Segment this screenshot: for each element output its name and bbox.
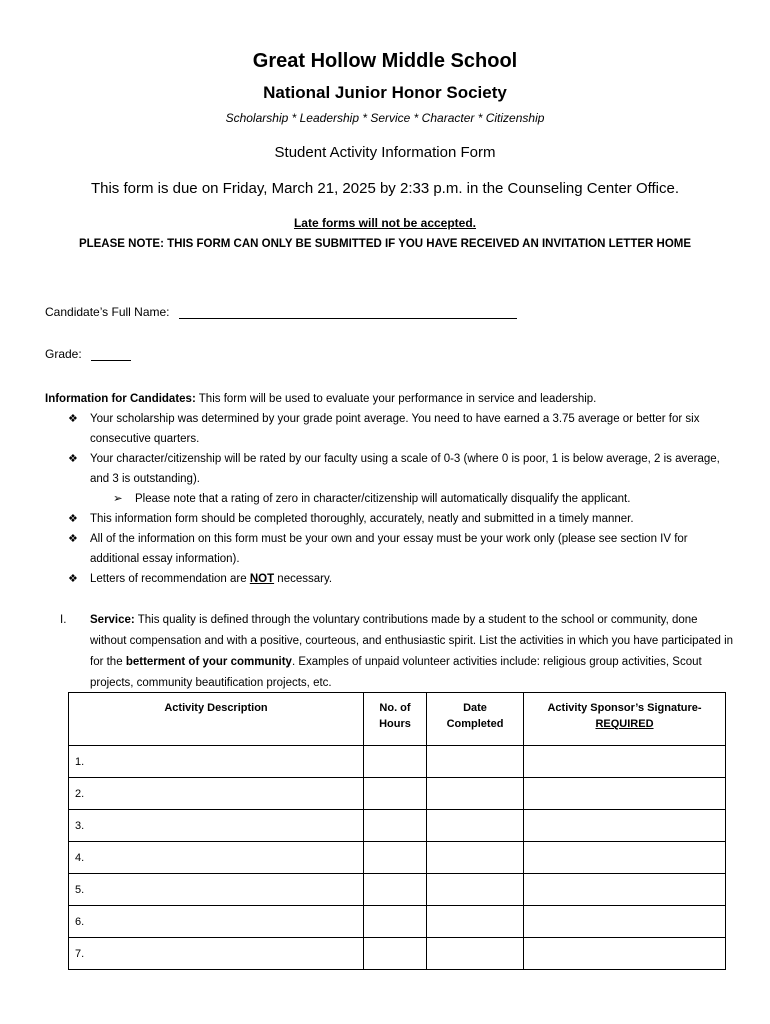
list-item: [45, 569, 735, 589]
signature-cell[interactable]: [524, 842, 726, 874]
bullet-text: Letters of recommendation are: [90, 573, 247, 585]
service-body: This quality is defined through the voluntary contributions made by a student to the school or community, done without compensation and with a positive, courteous, and enthusiastic spirit. List the activities in which you have participated in for the: [90, 614, 734, 668]
table-row: [69, 746, 726, 778]
section-numeral: I.: [60, 614, 67, 626]
row-number-cell[interactable]: 3.: [69, 810, 364, 842]
name-label: Candidate’s Full Name:: [45, 305, 170, 319]
bullet-text: This information form should be completed thoroughly, accurately, neatly and submitted in a timely manner.: [90, 513, 634, 525]
list-item: [45, 409, 735, 449]
row-number-cell[interactable]: 7.: [69, 938, 364, 970]
col-signature: [524, 693, 726, 746]
bullet-text: Your scholarship was determined by your grade point average. You need to have earned a 3.75 average or better for six consecutive quarters.: [90, 413, 700, 445]
row-number-cell[interactable]: 5.: [69, 874, 364, 906]
row-number-cell[interactable]: 6.: [69, 906, 364, 938]
signature-cell[interactable]: [524, 938, 726, 970]
col-hours: [364, 693, 427, 746]
hours-cell[interactable]: [364, 746, 427, 778]
col-hours-label: No. of Hours: [379, 702, 411, 730]
signature-cell[interactable]: [524, 906, 726, 938]
table-row: [69, 778, 726, 810]
name-input-line[interactable]: [179, 304, 517, 319]
service-text: [45, 610, 735, 694]
motto: Scholarship * Leadership * Service * Character * Citizenship: [225, 111, 545, 125]
row-number-cell[interactable]: 1.: [69, 746, 364, 778]
activity-table: [68, 692, 726, 970]
service-section: [45, 610, 735, 694]
date-cell[interactable]: [427, 938, 524, 970]
col-date: [427, 693, 524, 746]
table-header-row: [69, 693, 726, 746]
info-intro: [45, 389, 735, 409]
hours-cell[interactable]: [364, 778, 427, 810]
date-cell[interactable]: [427, 842, 524, 874]
date-cell[interactable]: [427, 778, 524, 810]
please-note: PLEASE NOTE: THIS FORM CAN ONLY BE SUBMITTED IF YOU HAVE RECEIVED AN INVITATION LETTER HOME: [78, 238, 692, 250]
grade-label: Grade:: [45, 347, 82, 361]
service-emphasis: betterment of your community: [125, 656, 292, 668]
bullet-text: Your character/citizenship will be rated by our faculty using a scale of 0-3 (where 0 is poor, 1 is below average, 2 is average, and 3 is outstanding).: [90, 453, 720, 485]
society-name: National Junior Honor Society: [263, 83, 507, 102]
row-number-cell[interactable]: 2.: [69, 778, 364, 810]
grade-field: [45, 346, 131, 361]
info-heading: Information for Candidates:: [45, 393, 196, 405]
late-notice: Late forms will not be accepted.: [293, 216, 477, 230]
hours-cell[interactable]: [364, 874, 427, 906]
table-row: [69, 842, 726, 874]
diamond-bullet-icon: ❖: [68, 533, 78, 545]
col-signature-label: Activity Sponsor’s Signature-: [547, 702, 702, 714]
bullet-text: Please note that a rating of zero in character/citizenship will automatically disqualify the applicant.: [135, 493, 631, 505]
school-name: Great Hollow Middle School: [252, 50, 518, 72]
table-row: [69, 874, 726, 906]
date-cell[interactable]: [427, 906, 524, 938]
signature-cell[interactable]: [524, 746, 726, 778]
date-cell[interactable]: [427, 810, 524, 842]
hours-cell[interactable]: [364, 906, 427, 938]
due-date-notice: This form is due on Friday, March 21, 2025 by 2:33 p.m. in the Counseling Center Office.: [90, 180, 680, 197]
hours-cell[interactable]: [364, 938, 427, 970]
grade-input-line[interactable]: [91, 346, 131, 361]
info-bullet-list-2: [45, 509, 735, 589]
date-cell[interactable]: [427, 874, 524, 906]
name-field: [45, 304, 517, 319]
service-heading: Service:: [90, 614, 135, 626]
diamond-bullet-icon: ❖: [68, 513, 78, 525]
diamond-bullet-icon: ❖: [68, 453, 78, 465]
row-number-cell[interactable]: 4.: [69, 842, 364, 874]
table-row: [69, 810, 726, 842]
hours-cell[interactable]: [364, 810, 427, 842]
bullet-text: All of the information on this form must be your own and your essay must be your work only (please see section IV for additional essay information).: [90, 533, 688, 565]
not-emphasis: NOT: [249, 573, 275, 585]
arrow-bullet-icon: ➢: [113, 493, 123, 505]
signature-cell[interactable]: [524, 778, 726, 810]
table-row: [69, 906, 726, 938]
info-section: [45, 389, 735, 589]
col-activity-description: Activity Description: [69, 693, 364, 746]
list-item: [45, 509, 735, 529]
diamond-bullet-icon: ❖: [68, 413, 78, 425]
hours-cell[interactable]: [364, 842, 427, 874]
date-cell[interactable]: [427, 746, 524, 778]
required-label: REQUIRED: [595, 718, 654, 730]
bullet-text: necessary.: [277, 573, 333, 585]
signature-cell[interactable]: [524, 810, 726, 842]
list-item: [45, 449, 735, 489]
list-item: [45, 529, 735, 569]
signature-cell[interactable]: [524, 874, 726, 906]
form-title: Student Activity Information Form: [274, 144, 496, 161]
table-row: [69, 938, 726, 970]
service-body-end: . Examples of unpaid volunteer activities include: religious group activities, Scout projects, community beautification projects, etc.: [90, 656, 702, 689]
info-intro-text: This form will be used to evaluate your performance in service and leadership.: [198, 393, 597, 405]
sub-list-item: [45, 489, 735, 509]
info-bullet-list: [45, 409, 735, 489]
diamond-bullet-icon: ❖: [68, 573, 78, 585]
col-date-label: Date Completed: [446, 702, 504, 730]
